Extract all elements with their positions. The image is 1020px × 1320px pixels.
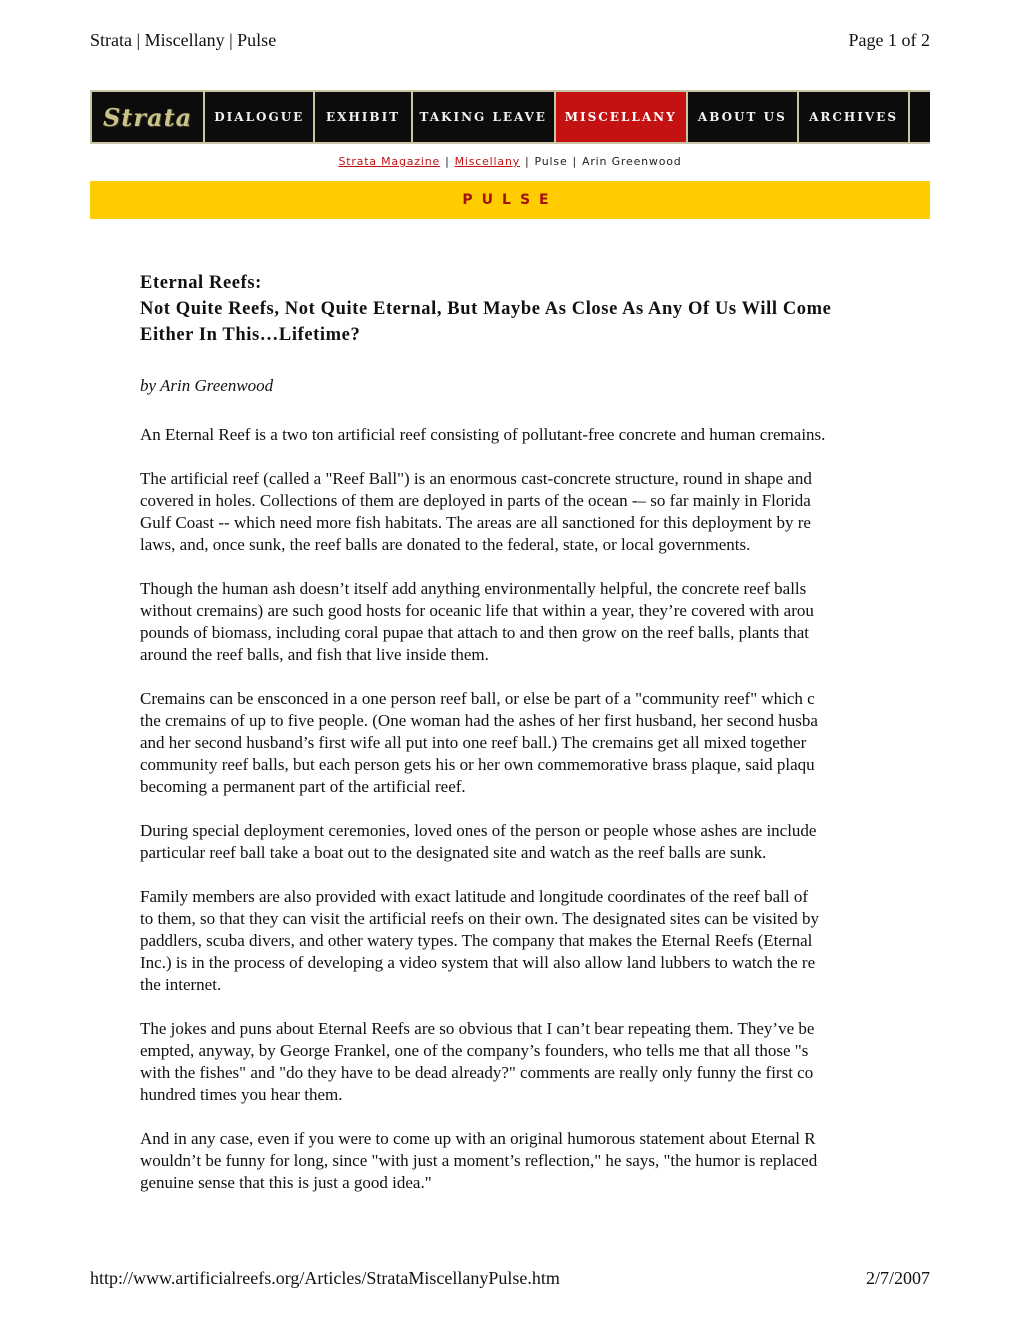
- nav-item-about-us[interactable]: ABOUT US: [688, 92, 797, 142]
- paragraph-line: Though the human ash doesn’t itself add anything environmentally helpful, the concrete reef balls: [140, 579, 807, 598]
- paragraph-line: Inc.) is in the process of developing a video system that will also allow land lubbers to watch the re: [140, 953, 816, 972]
- paragraph-line: pounds of biomass, including coral pupae that attach to and then grow on the reef balls, plants that: [140, 623, 809, 642]
- paragraph-line: becoming a permanent part of the artificial reef.: [140, 777, 466, 796]
- paragraph-line: Family members are also provided with exact latitude and longitude coordinates of the reef ball of: [140, 887, 808, 906]
- breadcrumb-link-miscellany[interactable]: Miscellany: [454, 155, 521, 168]
- breadcrumb: [90, 155, 930, 168]
- paragraph-line: around the reef balls, and fish that live inside them.: [140, 645, 489, 664]
- paragraph-line: genuine sense that this is just a good idea.": [140, 1173, 432, 1192]
- article-paragraphs: [140, 424, 930, 1194]
- nav-item-miscellany[interactable]: MISCELLANY: [556, 92, 686, 142]
- print-footer-url: http://www.artificialreefs.org/Articles/StrataMiscellanyPulse.htm: [90, 1268, 560, 1288]
- paragraph-line: wouldn’t be funny for long, since "with just a moment’s reflection," he says, "the humor is replaced: [140, 1151, 818, 1170]
- paragraph-line: Gulf Coast -- which need more fish habitats. The areas are all sanctioned for this deployment by re: [140, 513, 811, 532]
- breadcrumb-author: Arin Greenwood: [582, 155, 682, 168]
- breadcrumb-link-strata-magazine[interactable]: Strata Magazine: [338, 155, 441, 168]
- paragraph-line: The artificial reef (called a "Reef Ball") is an enormous cast-concrete structure, round in shape and: [140, 469, 812, 488]
- article-title-line: Not Quite Reefs, Not Quite Eternal, But Maybe As Close As Any Of Us Will Come: [140, 299, 832, 319]
- article-title: [140, 270, 930, 348]
- section-title-bar: [90, 181, 930, 219]
- nav-bar-end: [910, 92, 930, 142]
- print-footer-date: 2/7/2007: [865, 1268, 930, 1288]
- nav-item-exhibit[interactable]: EXHIBIT: [315, 92, 410, 142]
- paragraph-line: with the fishes" and "do they have to be dead already?" comments are really only funny the first co: [140, 1063, 814, 1082]
- article-title-line: Either In This…Lifetime?: [140, 325, 361, 345]
- paragraph-line: laws, and, once sunk, the reef balls are donated to the federal, state, or local governments.: [140, 535, 751, 554]
- paragraph-line: Cremains can be ensconced in a one person reef ball, or else be part of a "community reef" which c: [140, 689, 815, 708]
- paragraph-line: covered in holes. Collections of them are deployed in parts of the ocean -– so far mainly in Florida: [140, 491, 811, 510]
- paragraph-line: the internet.: [140, 975, 222, 994]
- paragraph-line: And in any case, even if you were to come up with an original humorous statement about Eternal R: [140, 1129, 816, 1148]
- article-paragraph: [140, 424, 930, 446]
- strata-logo[interactable]: Strata: [92, 92, 203, 142]
- nav-item-taking-leave[interactable]: TAKING LEAVE: [413, 92, 554, 142]
- article-paragraph: [140, 886, 930, 996]
- article-paragraph: [140, 1128, 930, 1194]
- section-title: PULSE: [462, 192, 558, 208]
- paragraph-line: During special deployment ceremonies, loved ones of the person or people whose ashes are include: [140, 821, 817, 840]
- print-header-title: Strata | Miscellany | Pulse: [90, 30, 277, 50]
- paragraph-line: The jokes and puns about Eternal Reefs are so obvious that I can’t bear repeating them. They’ve be: [140, 1019, 815, 1038]
- breadcrumb-current: Pulse: [534, 155, 568, 168]
- print-header: [90, 30, 930, 54]
- paragraph-line: particular reef ball take a boat out to the designated site and watch as the reef balls are sunk.: [140, 843, 767, 862]
- breadcrumb-separator: |: [445, 155, 450, 168]
- paragraph-line: the cremains of up to five people. (One woman had the ashes of her first husband, her second husba: [140, 711, 818, 730]
- main-navigation-bar: [90, 90, 930, 144]
- article-paragraph: [140, 688, 930, 798]
- breadcrumb-separator: |: [525, 155, 530, 168]
- paragraph-line: paddlers, scuba divers, and other watery types. The company that makes the Eternal Reefs (Eternal: [140, 931, 813, 950]
- article-paragraph: [140, 820, 930, 864]
- nav-item-archives[interactable]: ARCHIVES: [799, 92, 908, 142]
- breadcrumb-separator: |: [572, 155, 578, 168]
- article-paragraph: [140, 578, 930, 666]
- article-byline: by Arin Greenwood: [140, 376, 274, 395]
- nav-item-dialogue[interactable]: DIALOGUE: [205, 92, 313, 142]
- paragraph-line: to them, so that they can visit the artificial reefs on their own. The designated sites can be visited by: [140, 909, 820, 928]
- paragraph-line: empted, anyway, by George Frankel, one of the company’s founders, who tells me that all those "s: [140, 1041, 809, 1060]
- paragraph-line: without cremains) are such good hosts for oceanic life that within a year, they’re covered with arou: [140, 601, 814, 620]
- paragraph-line: community reef balls, but each person gets his or her own commemorative brass plaque, said plaqu: [140, 755, 815, 774]
- article-paragraph: [140, 468, 930, 556]
- print-header-page-number: Page 1 of 2: [848, 30, 930, 50]
- article-title-line: Eternal Reefs:: [140, 273, 262, 293]
- paragraph-line: hundred times you hear them.: [140, 1085, 343, 1104]
- paragraph-line: An Eternal Reef is a two ton artificial reef consisting of pollutant-free concrete and human cremains.: [140, 425, 826, 444]
- paragraph-line: and her second husband’s first wife all put into one reef ball.) The cremains get all mixed together: [140, 733, 807, 752]
- article-paragraph: [140, 1018, 930, 1106]
- article-body: [140, 270, 930, 1200]
- print-footer: [90, 1268, 930, 1292]
